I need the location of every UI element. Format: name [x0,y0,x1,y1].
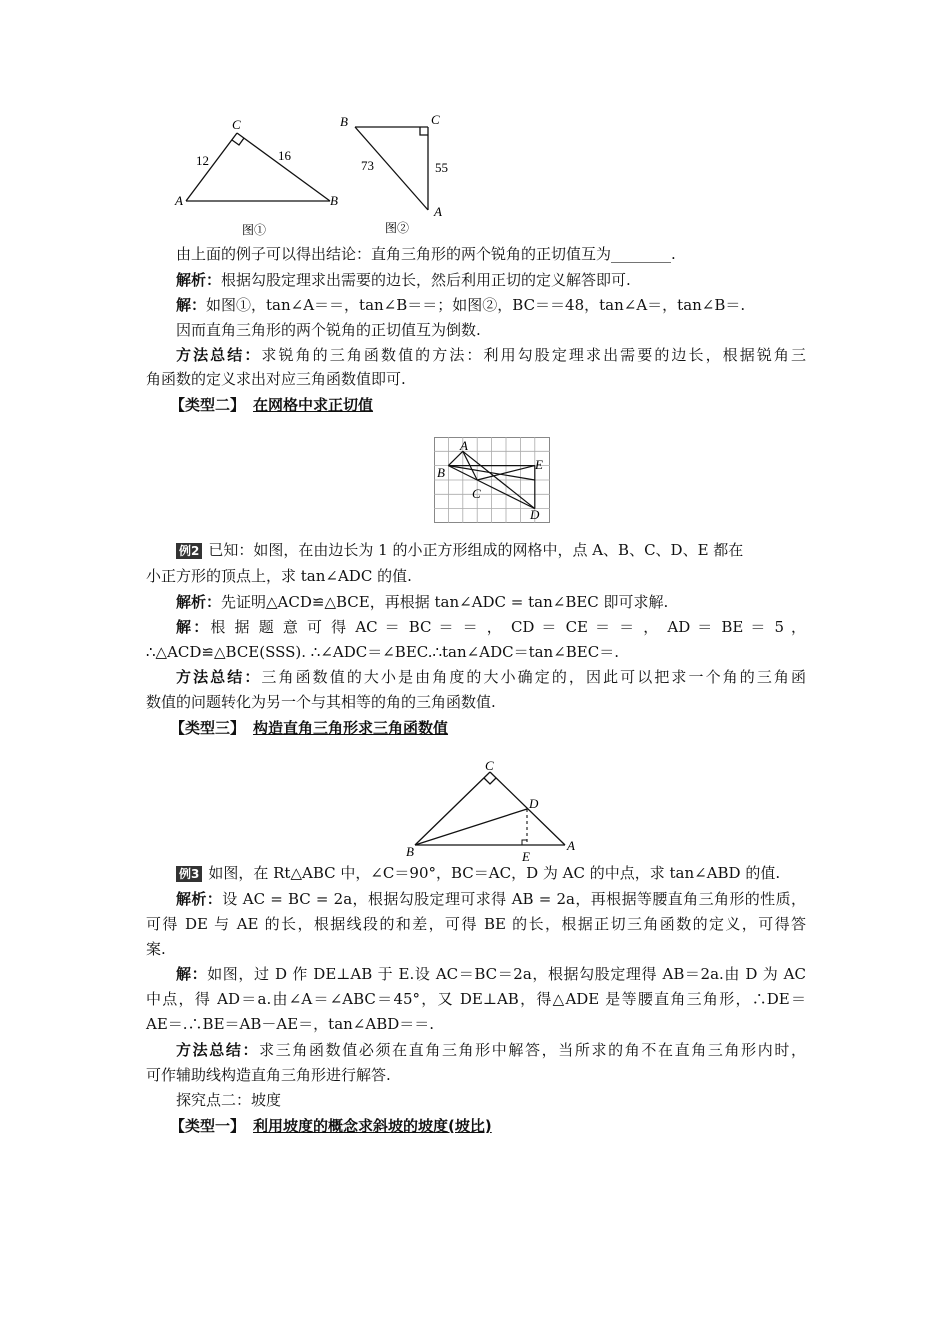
fig2-side-ca: 55 [435,160,448,175]
fig1-caption: 图① [242,223,267,237]
jie-2-l1 [176,617,806,637]
fig3-label-e: E [522,849,530,864]
fangfa3-text: 求三角函数值必须在直角三角形中解答，当所求的角不在直角三角形内时， [259,1041,806,1059]
fangfa-1-l1 [176,345,806,365]
type1-tag: 【类型一】 [170,1117,246,1135]
fig2-side-ab: 73 [361,158,374,173]
jie3-label: 解： [176,965,208,983]
ex2-l1 [176,540,806,560]
grid-label-d: D [530,507,540,522]
type2-tag: 【类型二】 [170,396,246,414]
ex2-l2: 小正方形的顶点上，求 tan∠ADC 的值. [146,567,412,585]
grid-label-b: B [437,465,445,480]
jie-3-l3: AE＝.∴BE＝AB－AE＝，tan∠ABD＝＝. [146,1015,435,1033]
jiexi-3-l1 [176,889,806,909]
type1-title: 利用坡度的概念求斜坡的坡度(坡比) [253,1117,492,1135]
type3-tag: 【类型三】 [170,719,246,737]
fangfa2-label: 方法总结： [176,668,262,686]
fangfa3-label: 方法总结： [176,1041,260,1059]
ex3-text: 如图，在 Rt△ABC 中，∠C＝90°，BC＝AC，D 为 AC 的中点，求 tan∠ABD 的值. [208,864,781,882]
fig3-label-d: D [529,796,539,811]
jiexi3-label: 解析： [176,890,223,908]
fig3-label-b: B [406,844,414,859]
jiexi3-text: 设 AC = BC = 2a，根据勾股定理可求得 AB = 2a，再根据等腰直角三角形的性质， [222,890,806,908]
fangfa2-text: 三角函数值的大小是由角度的大小确定的，因此可以把求一个角的三角函 [261,668,806,686]
jie-label: 解： [176,296,207,314]
fig1-side-cb: 16 [278,148,291,163]
figure-2 [335,110,460,240]
jie2-text: 根 据 题 意 可 得 AC ＝ BC ＝ ＝ ， CD ＝ CE ＝ ＝ ， AD ＝ BE ＝ 5 ， [210,618,806,636]
type1-heading [170,1115,492,1136]
grid-label-e: E [535,457,543,472]
ex2-text: 已知：如图，在由边长为 1 的小正方形组成的网格中，点 A、B、C、D、E 都在 [208,541,744,559]
fig2-label-c: C [431,112,440,127]
fig1-label-c: C [232,117,241,132]
tanjiu-heading: 探究点二：坡度 [176,1091,282,1109]
type2-title: 在网格中求正切值 [253,396,374,414]
jiexi-2 [176,592,806,612]
jiexi-label: 解析： [176,271,222,289]
jie-1 [176,295,806,315]
figure-3 [400,758,590,868]
conclusion-text: 由上面的例子可以得出结论：直角三角形的两个锐角的正切值互为________. [176,245,676,263]
fangfa-3-l1 [176,1040,806,1060]
fig2-label-b: B [340,114,348,129]
jie3-text: 如图，过 D 作 DE⊥AB 于 E.设 AC＝BC＝2a，根据勾股定理得 AB＝2a.由 D 为 AC [207,965,806,983]
grid-figure [434,437,550,523]
jiexi-3-l2: 可得 DE 与 AE 的长，根据线段的和差，可得 BE 的长，根据正切三角函数的定义，可得答 [146,915,806,933]
fig3-label-a: A [567,838,575,853]
jiexi2-label: 解析： [176,593,222,611]
fig2-label-a: A [434,204,442,219]
jiexi2-text: 先证明△ACD≌△BCE，再根据 tan∠ADC = tan∠BEC 即可求解. [221,593,669,611]
grid-label-a: A [460,438,468,453]
fangfa-1-l2: 角函数的定义求出对应三角函数值即可. [146,370,406,388]
jie-2-l2: ∴△ACD≌△BCE(SSS). ∴∠ADC＝∠BEC.∴tan∠ADC＝tan∠BEC＝. [146,643,619,661]
figure-1 [170,112,345,237]
ex3-badge: 例3 [176,866,202,882]
ex2-badge: 例2 [176,543,202,559]
type2-heading [170,394,373,415]
fig1-label-b: B [330,193,338,208]
jie-3-l2: 中点，得 AD＝a.由∠A＝∠ABC＝45°，又 DE⊥AB，得△ADE 是等腰直角三角形，∴DE＝ [146,990,806,1008]
jie-3-l1 [176,964,806,984]
fangfa-3-l2: 可作辅助线构造直角三角形进行解答. [146,1066,391,1084]
grid-label-c: C [472,486,481,501]
ex3-line [176,863,806,883]
fig1-label-a: A [175,193,183,208]
jiexi-1 [176,270,806,290]
jie2-label: 解： [176,618,211,636]
type3-heading [170,717,448,738]
fig3-label-c: C [485,758,494,773]
fangfa-2-l2: 数值的问题转化为另一个与其相等的角的三角函数值. [146,693,496,711]
fangfa-label: 方法总结： [176,346,262,364]
jie-1b: 因而直角三角形的两个锐角的正切值互为倒数. [176,321,481,339]
fig1-side-ac: 12 [196,153,209,168]
type3-title: 构造直角三角形求三角函数值 [253,719,449,737]
fangfa-text: 求锐角的三角函数值的方法：利用勾股定理求出需要的边长，根据锐角三 [261,346,806,364]
jiexi-text: 根据勾股定理求出需要的边长，然后利用正切的定义解答即可. [221,271,631,289]
fangfa-2-l1 [176,667,806,687]
jie-text: 如图①，tan∠A＝＝，tan∠B＝＝；如图②，BC＝＝48，tan∠A＝，tan∠B＝. [206,296,746,314]
jiexi-3-l3: 案. [146,940,166,958]
fig2-caption: 图② [385,221,410,235]
